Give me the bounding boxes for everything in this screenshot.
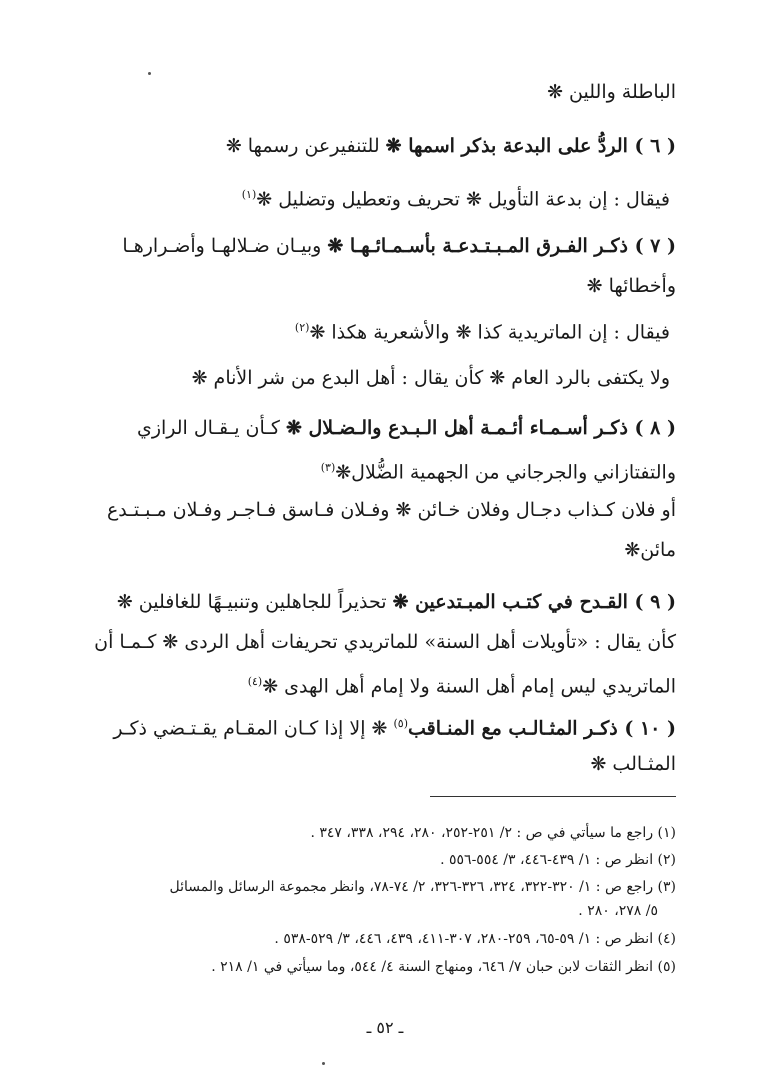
section-9-title: ( ٩ ) القـدح في كتـب المبـتدعين ❋ [392, 591, 676, 613]
section-7-rest: وبيـان ضـلالهـا وأضـرارهـا [122, 235, 328, 257]
footnote-5: (٥) انظر الثقات لابن حبان ٧/ ٦٤٦، ومنهاج السنة ٤/ ٥٤٤، وما سيأتي في ١/ ٢١٨ . [211, 959, 676, 975]
text-line-7 [180, 358, 670, 398]
line-text: الماتريدي ليس إمام أهل السنة ولا إمام أهل الهدى ❋ [262, 675, 676, 698]
footnote-3-continued: ٥/ ٢٧٨، ٢٨٠ . [578, 903, 658, 919]
line-text: المثـالب ❋ [590, 753, 676, 775]
text-line-3 [220, 175, 670, 215]
text-line-10 [98, 490, 676, 570]
footnote-ref-3: (٣) [320, 461, 336, 474]
section-7-heading [98, 226, 676, 306]
line-text: والتفتازاني والجرجاني من الجهمية الضُّلال❋ [335, 461, 676, 484]
line-text: مائن❋ [624, 539, 676, 561]
section-8-heading [98, 408, 676, 488]
section-9-rest: تحذيراً للجاهلين وتنبيـهًا للغافلين ❋ [116, 591, 393, 613]
footnote-ref-1: (١) [241, 188, 257, 201]
text-line-6 [270, 308, 670, 348]
line-text: فيقال : إن الماتريدية كذا ❋ والأشعرية هكذا ❋ [309, 321, 670, 344]
line-text: كأن يقال : «تأويلات أهل السنة» للماتريدي تحريفات أهل الردى ❋ كـمـا أن [94, 631, 676, 653]
section-10-heading [98, 704, 676, 784]
page-number: ـ ٥٢ ـ [366, 1018, 404, 1037]
footnote-ref-5: (٥) [393, 717, 409, 730]
line-text: الباطلة واللين ❋ [547, 81, 676, 103]
footnote-4: (٤) انظر ص : ١/ ٥٩-٦٥، ٢٥٩-٢٨٠، ٣٠٧-٤١١، ٤٣٩، ٤٤٦، ٣/ ٥٢٩-٥٣٨ . [274, 931, 676, 947]
section-8-title: ( ٨ ) ذكـر أسـمـاء أئـمـة أهل الـبـدع والـضـلال ❋ [285, 417, 676, 439]
section-6-title: ( ٦ ) الردُّ على البدعة بذكر اسمها ❋ [385, 135, 676, 157]
section-6-heading [180, 126, 676, 166]
scan-speck [322, 1062, 325, 1065]
section-6-rest: للتنفيرعن رسمها ❋ [225, 135, 386, 157]
text-line-1 [98, 72, 676, 112]
footnote-separator [430, 796, 676, 797]
footnote-1: (١) راجع ما سيأتي في ص : ٢/ ٢٥١-٢٥٢، ٢٨٠، ٢٩٤، ٣٣٨، ٣٤٧ . [310, 825, 676, 841]
footnote-ref-4: (٤) [247, 675, 263, 688]
section-9-heading [94, 582, 676, 702]
footnote-ref-2: (٢) [294, 321, 310, 334]
scan-speck [148, 72, 151, 75]
line-text: فيقال : إن بدعة التأويل ❋ تحريف وتعطيل وتضليل ❋ [256, 188, 670, 211]
section-7-title: ( ٧ ) ذكـر الفـرق المـبـتـدعـة بأسـمـائـهـا ❋ [327, 235, 676, 257]
line-text: أو فلان كـذاب دجـال وفلان خـائن ❋ وفـلان فـاسق فـاجـر وفـلان مـبـتـدع [106, 499, 676, 521]
footnote-2: (٢) انظر ص : ١/ ٤٣٩-٤٤٦، ٣/ ٥٥٤-٥٥٦ . [440, 852, 676, 868]
section-10-rest: ❋ إلا إذا كـان المقـام يقـتـضي ذكـر [113, 717, 394, 740]
section-10-title: ( ١٠ ) ذكـر المثـالـب مع المنـاقب [408, 717, 676, 740]
section-8-rest: كـأن يـقـال الرازي [136, 417, 286, 439]
line-text: وأخطائها ❋ [586, 275, 676, 297]
footnote-3: (٣) راجع ص : ١/ ٣٢٠-٣٢٢، ٣٢٤، ٣٢٦-٣٢٦، ٢/ ٧٤-٧٨، وانظر مجموعة الرسائل والمسائل [169, 879, 676, 895]
line-text: ولا يكتفى بالرد العام ❋ كأن يقال : أهل البدع من شر الأنام ❋ [191, 367, 670, 389]
